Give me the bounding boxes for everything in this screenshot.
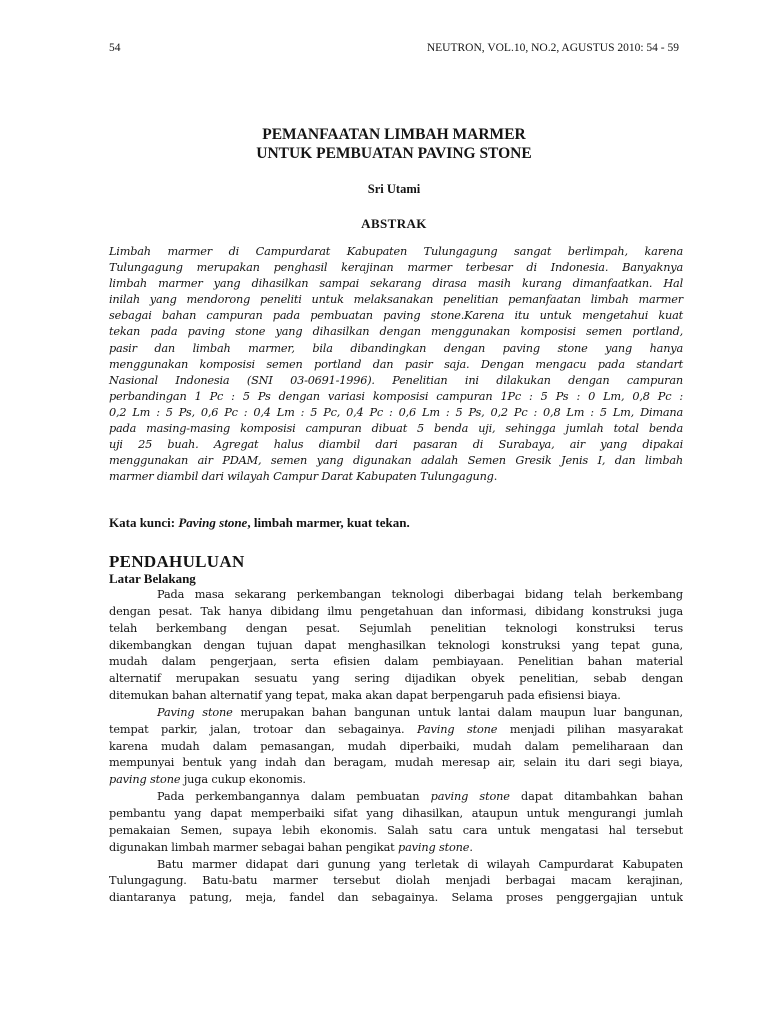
body-line: Batu marmer didapat dari gunung yang terletak di wilayah Campurdarat Kabupaten [157, 857, 683, 871]
journal-citation: NEUTRON, VOL.10, NO.2, AGUSTUS 2010: 54 - 59 [426, 42, 679, 54]
body-line: Pada masa sekarang perkembangan teknologi diberbagai bidang telah berkembang [157, 588, 683, 601]
body-line: mempunyai bentuk yang indah dan beragam, mudah meresap air, selain itu dari segi biaya, [109, 756, 683, 770]
body-line: dengan pesat. Tak hanya dibidang ilmu pengetahuan dan informasi, dibidang konstruksi juga [109, 604, 683, 618]
italic-term: paving stone [109, 773, 181, 787]
body-fragment: tempat parkir, jalan, trotoar dan sebagainya. [109, 722, 418, 736]
body-line [109, 772, 683, 789]
keywords-label: Kata kunci: [109, 515, 179, 530]
abstract-line: perbandingan 1 Pc : 5 Ps dengan variasi komposisi campuran 1Pc : 5 Ps : 0 Lm, 0,8 Pc : [109, 389, 683, 403]
body-line: ditemukan bahan alternatif yang tepat, maka akan dapat berpengaruh pada efisiensi biaya. [109, 689, 621, 703]
abstract-heading: ABSTRAK [361, 216, 427, 231]
body-fragment: merupakan bahan bangunan untuk lantai dalam maupun luar bangunan, [232, 705, 683, 719]
paper-title-line-2: UNTUK PEMBUATAN PAVING STONE [256, 145, 532, 162]
body-line: karena mudah dalam pemasangan, mudah diperbaiki, mudah dalam pemeliharaan dan [109, 739, 683, 753]
keywords-rest: , limbah marmer, kuat tekan. [247, 515, 410, 530]
abstract-line: pada masing-masing komposisi campuran dibuat 5 benda uji, sehingga jumlah total benda [109, 422, 683, 436]
body-line [109, 789, 683, 806]
body-line [109, 722, 683, 739]
keywords [109, 515, 679, 531]
abstract-line: limbah marmer yang dihasilkan sampai sekarang dirasa masih kurang dimanfaatkan. Hal [109, 277, 683, 291]
paper-title-line-1: PEMANFAATAN LIMBAH MARMER [262, 126, 526, 143]
body-line: pemakaian Semen, supaya lebih ekonomis. Salah satu cara untuk mengatasi hal tersebut [109, 823, 683, 837]
paper-title [109, 125, 679, 163]
abstract-line: marmer diambil dari wilayah Campur Darat Kabupaten Tulungagung. [109, 470, 498, 484]
italic-term: Paving stone [157, 705, 233, 719]
running-header [109, 42, 679, 54]
abstract-line: menggunakan komposisi semen portland dan pasir saja. Dengan mengacu pada standart [109, 357, 683, 371]
italic-term: paving stone [430, 790, 510, 804]
body-line: telah berkembang dengan pesat. Sejumlah penelitian teknologi konstruksi terus [109, 621, 683, 635]
abstract-line: Tulungagung merupakan penghasil kerajinan marmer terbesar di Indonesia. Banyaknya [109, 261, 683, 275]
body-line [109, 705, 683, 722]
page-number: 54 [109, 42, 121, 54]
keywords-italic-term: Paving stone [178, 515, 248, 530]
body-text [109, 587, 683, 907]
body-line: dikembangkan dengan tujuan dapat menghasilkan teknologi konstruksi yang tepat guna, [109, 638, 683, 652]
body-line: mudah dalam pengerjaan, serta efisien dalam pembiayaan. Penelitian bahan material [109, 655, 683, 669]
section-heading: PENDAHULUAN [109, 552, 245, 571]
body-line: alternatif merupakan sesuatu yang sering dijadikan obyek penelitian, sebab dengan [109, 672, 683, 686]
abstract-line: tekan pada paving stone yang dihasilkan dengan menggunakan komposisi semen portland, [109, 325, 683, 339]
abstract-line: pasir dan limbah marmer, bila dibandingkan dengan paving stone yang hanya [109, 341, 683, 355]
body-fragment: Pada perkembangannya dalam pembuatan [157, 790, 431, 804]
abstract-line: Limbah marmer di Campurdarat Kabupaten Tulungagung sangat berlimpah, karena [109, 245, 683, 258]
abstract-line: uji 25 buah. Agregat halus diambil dari pasaran di Surabaya, air yang dipakai [109, 438, 683, 452]
body-line: diantaranya patung, meja, fandel dan sebagainya. Selama proses penggergajian untuk [109, 891, 683, 905]
body-line [109, 840, 683, 857]
body-line: pembantu yang dapat memperbaiki sifat yang dihasilkan, ataupun untuk mengurangi jumlah [109, 806, 683, 820]
abstract-line: menggunakan air PDAM, semen yang digunakan adalah Semen Gresik Jenis I, dan limbah [109, 454, 683, 468]
body-fragment: . [469, 840, 473, 854]
abstract-line: inilah yang mendorong peneliti untuk melaksanakan penelitian pemanfaatan limbah marmer [109, 293, 683, 307]
italic-term: Paving stone [417, 722, 498, 736]
abstract-line: sebagai bahan campuran pada pembuatan paving stone.Karena itu untuk mengetahui kuat [109, 309, 683, 323]
body-fragment: dapat ditambahkan bahan [509, 790, 683, 804]
italic-term: paving stone [397, 840, 470, 854]
body-fragment: menjadi pilihan masyarakat [497, 722, 683, 736]
body-fragment: juga cukup ekonomis. [180, 773, 306, 787]
subsection-heading: Latar Belakang [109, 571, 196, 586]
body-line: Tulungagung. Batu-batu marmer tersebut diolah menjadi berbagai macam kerajinan, [109, 874, 683, 888]
abstract-text [109, 244, 683, 485]
abstract-line: 0,2 Lm : 5 Ps, 0,6 Pc : 0,4 Lm : 5 Pc, 0,4 Pc : 0,6 Lm : 5 Ps, 0,2 Pc : 0,8 Lm : 5 Lm, Dimana [109, 405, 683, 419]
abstract-line: Nasional Indonesia (SNI 03-0691-1996). Penelitian ini dilakukan dengan campuran [109, 373, 683, 387]
body-fragment: digunakan limbah marmer sebagai bahan pengikat [109, 840, 398, 854]
author-name: Sri Utami [367, 182, 421, 196]
